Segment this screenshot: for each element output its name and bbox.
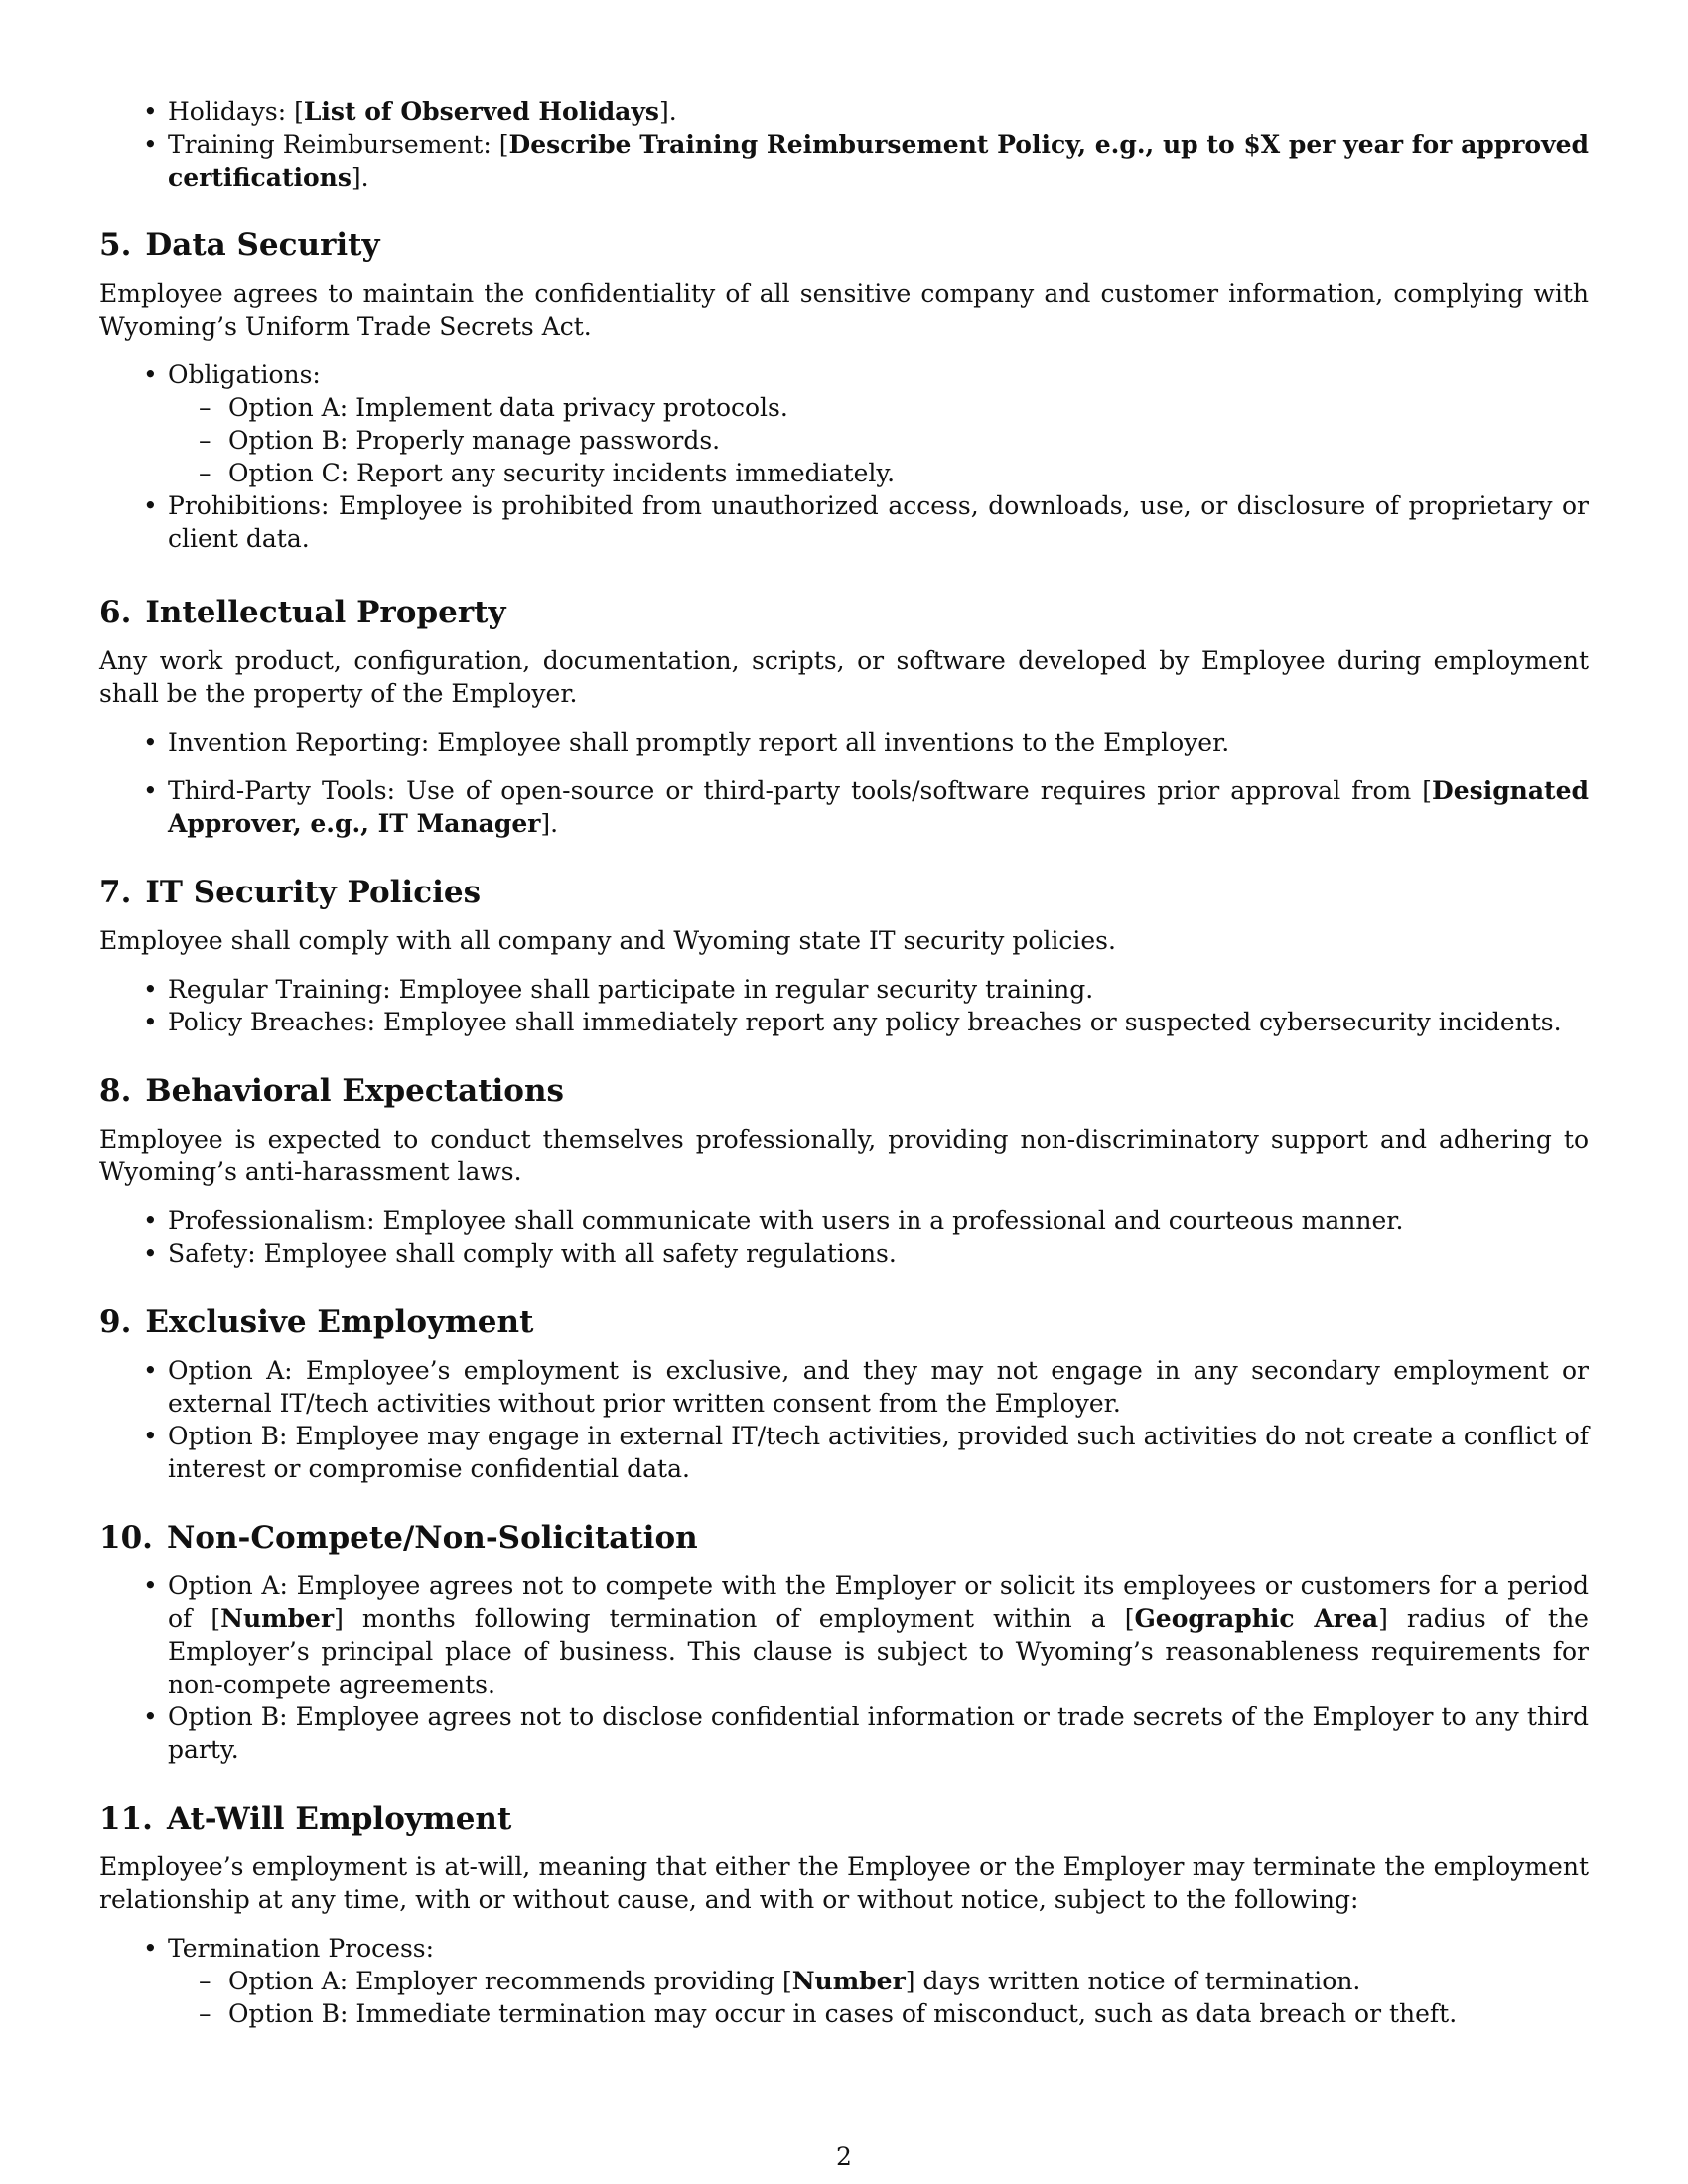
section-list xyxy=(99,973,1589,1038)
list-item: • Obligations: – Option A: Implement data privacy protocols. – Option B: Properly manage passwords. – Option C: Report any security incidents immediately. xyxy=(99,358,1589,489)
section-list xyxy=(99,358,1589,555)
section-list xyxy=(99,1204,1589,1270)
placeholder-field: Number xyxy=(220,1604,335,1633)
sub-list xyxy=(168,1965,1589,2030)
list-item: • Third-Party Tools: Use of open-source or third-party tools/software requires prior approval from [Designated Approver, e.g., IT Manager]. xyxy=(143,776,1589,838)
section-intro: Employee is expected to conduct themselves professionally, providing non-discriminatory support and adhering to Wyoming’s anti-harassment laws. xyxy=(99,1125,1589,1186)
list-item: • Policy Breaches: Employee shall immediately report any policy breaches or suspected cybersecurity incidents. xyxy=(143,1008,1562,1036)
placeholder-field: Designated Approver, e.g., IT Manager xyxy=(168,776,1589,838)
list-item: • Option B: Employee may engage in external IT/tech activities, provided such activities do not create a conflict of interest or compromise confidential data. xyxy=(143,1422,1589,1483)
section-heading: 5. Data Security xyxy=(99,227,380,263)
list-item: • Regular Training: Employee shall participate in regular security training. xyxy=(143,975,1094,1004)
section-heading: 8. Behavioral Expectations xyxy=(99,1073,564,1109)
section-list xyxy=(99,1932,1589,2030)
placeholder-field: List of Observed Holidays xyxy=(303,97,659,126)
list-item: • Option B: Employee agrees not to disclose confidential information or trade secrets of the Employer to any third party. xyxy=(143,1703,1589,1764)
section-heading: 10. Non-Compete/Non-Solicitation xyxy=(99,1520,698,1556)
placeholder-field: Number xyxy=(791,1967,906,1995)
list-item: • Training Reimbursement: [Describe Training Reimbursement Policy, e.g., up to $X per year for approved certifications]. xyxy=(143,130,1589,192)
list-item: • Invention Reporting: Employee shall promptly report all inventions to the Employer. xyxy=(143,728,1230,756)
section-list xyxy=(99,1570,1589,1766)
document-page xyxy=(99,95,1589,2030)
list-item: • Prohibitions: Employee is prohibited from unauthorized access, downloads, use, or disclosure of proprietary or client data. xyxy=(143,491,1589,553)
sub-list-item: – Option C: Report any security incidents immediately. xyxy=(199,459,896,487)
list-item: • Option A: Employee’s employment is exclusive, and they may not engage in any secondary employment or external IT/tech activities without prior written consent from the Employer. xyxy=(143,1356,1589,1418)
section-intro: Any work product, configuration, documentation, scripts, or software developed by Employee during employment shall be the property of the Employer. xyxy=(99,646,1589,708)
sub-list xyxy=(168,391,1589,489)
list-item: • Holidays: [List of Observed Holidays]. xyxy=(143,97,677,126)
list-item: • Safety: Employee shall comply with all safety regulations. xyxy=(143,1239,897,1268)
section-heading: 6. Intellectual Property xyxy=(99,595,506,630)
section-intro: Employee shall comply with all company and Wyoming state IT security policies. xyxy=(99,926,1116,955)
sub-list-item: – Option B: Properly manage passwords. xyxy=(199,426,721,455)
page-number: 2 xyxy=(836,2142,852,2171)
list-item: • Option A: Employee agrees not to compete with the Employer or solicit its employees or customers for a period of [Number] months following termination of employment within a [Geographic Area] radius of the Employer’s principal place of business. This clause is subject to Wyoming’s reasonableness requirements for non-compete agreements. xyxy=(143,1571,1589,1699)
sub-list-item: – Option A: Implement data privacy protocols. xyxy=(199,393,788,422)
section-intro: Employee’s employment is at-will, meaning that either the Employee or the Employer may terminate the employment relationship at any time, with or without cause, and with or without notice, subject to the following: xyxy=(99,1852,1589,1914)
section-heading: 7. IT Security Policies xyxy=(99,875,482,910)
section-list xyxy=(99,726,1589,840)
placeholder-field: Geographic Area xyxy=(1134,1604,1379,1633)
section-list xyxy=(99,1354,1589,1485)
section-intro: Employee agrees to maintain the confidentiality of all sensitive company and customer information, complying with Wyoming’s Uniform Trade Secrets Act. xyxy=(99,279,1589,341)
benefits-list xyxy=(99,95,1589,194)
section-heading: 9. Exclusive Employment xyxy=(99,1304,534,1340)
list-item: • Professionalism: Employee shall communicate with users in a professional and courteous manner. xyxy=(143,1206,1404,1235)
list-item: • Termination Process: – Option A: Employer recommends providing [Number] days written notice of termination. – Option B: Immediate termination may occur in cases of misconduct, such as data breach or theft. xyxy=(99,1932,1589,2030)
sub-list-item: – Option B: Immediate termination may occur in cases of misconduct, such as data breach or theft. xyxy=(199,1999,1458,2028)
placeholder-field: Describe Training Reimbursement Policy, e.g., up to $X per year for approved certifications xyxy=(168,130,1589,192)
sub-list-item: – Option A: Employer recommends providing [Number] days written notice of termination. xyxy=(199,1967,1361,1995)
section-heading: 11. At-Will Employment xyxy=(99,1801,512,1837)
